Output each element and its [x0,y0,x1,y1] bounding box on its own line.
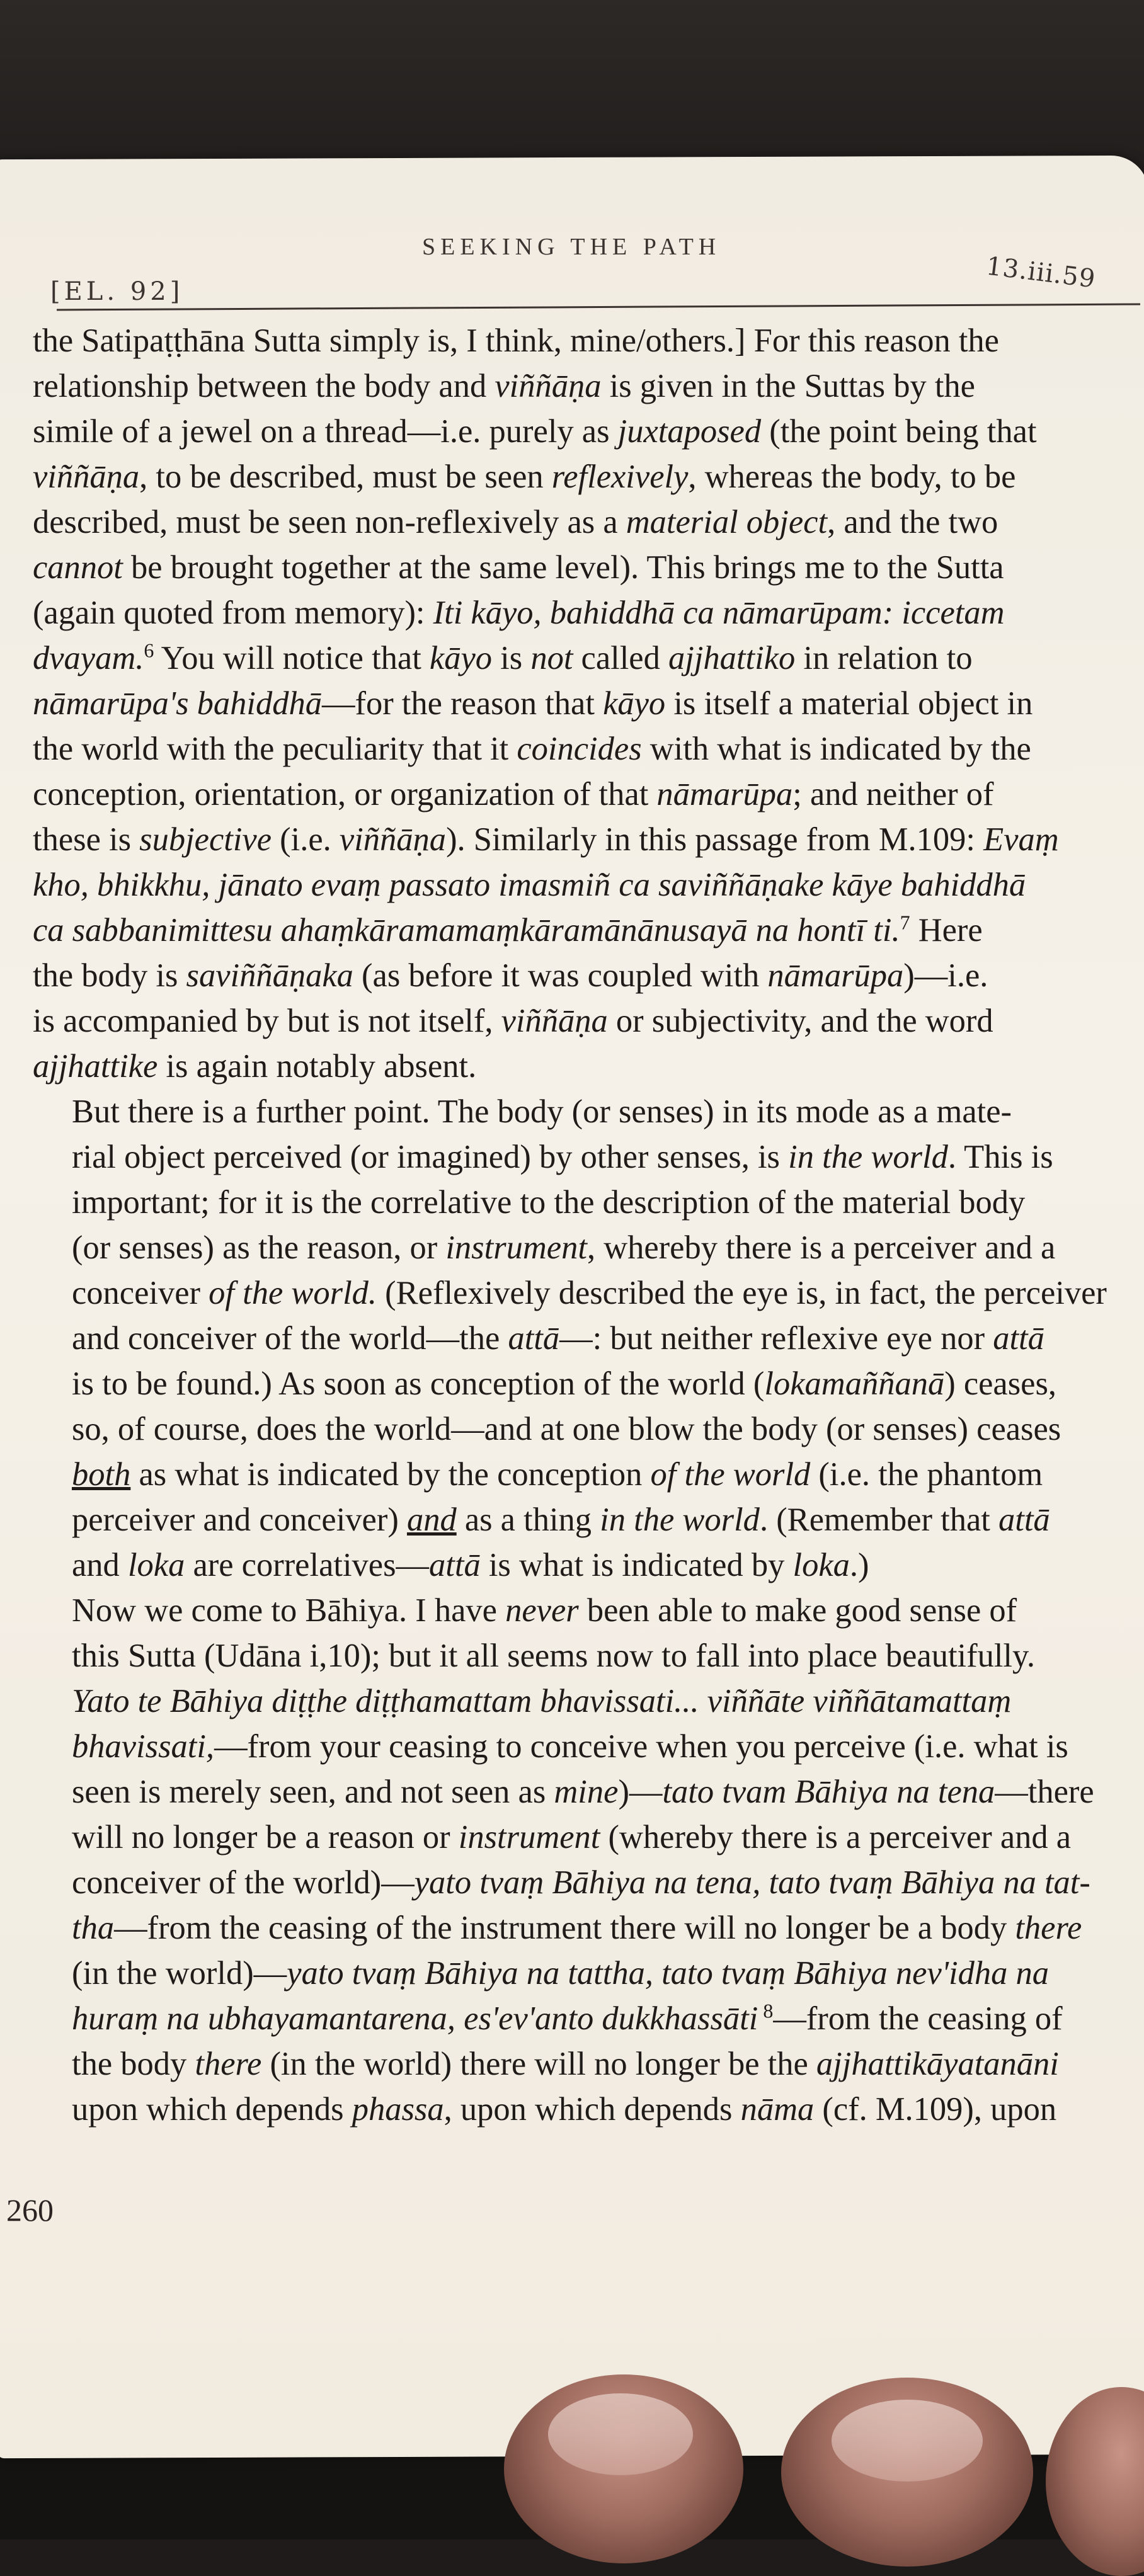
text-segment: are correlatives— [185,1547,430,1583]
text-segment: You will notice that [154,640,430,676]
text-line [33,1089,1144,1134]
text-segment: ; and neither of [792,776,994,812]
text-line [33,1542,1144,1588]
text-segment: instrument [458,1819,600,1855]
text-segment: so, of course, does the world—and at one blow the body (or senses) ceases [72,1411,1061,1447]
text-segment: juxtaposed [617,413,762,450]
text-segment: (again quoted from memory): [33,595,433,631]
text-line [33,1452,1144,1497]
text-segment: in the world [600,1502,760,1538]
text-line [33,681,1144,726]
text-line [33,1497,1144,1542]
text-segment: the body [72,2046,195,2082]
text-line [33,1134,1144,1180]
text-line [33,409,1144,454]
text-segment: viññāṇa [501,1003,608,1039]
text-segment: nāmarūpa's bahiddhā [33,685,322,722]
text-segment: viññāṇa [339,821,447,858]
text-segment: called [573,640,668,676]
text-segment: tha [72,1910,115,1946]
text-segment: , whereby there is a perceiver and a [586,1229,1056,1266]
text-segment: is given in the Suttas by the [601,368,975,404]
text-segment: this Sutta (Udāna i,10); but it all seems now to fall into place beautifully. [72,1638,1035,1674]
text-line [33,998,1144,1044]
text-line [33,1860,1144,1905]
text-segment: tato tvam Bāhiya na tena [662,1774,995,1810]
text-segment: ) ceases, [944,1365,1057,1402]
text-segment: of the world. [209,1275,377,1311]
text-segment: is what is indicated by [480,1547,793,1583]
text-segment: is [492,640,531,676]
text-line [33,2041,1144,2087]
text-line [33,908,1144,953]
text-segment: instrument [445,1229,587,1266]
text-segment: mine [554,1774,619,1810]
text-segment: attā [998,1502,1050,1538]
text-segment: be brought together at the same level). This brings me to the Sutta [122,549,1004,586]
thumbnail-left [548,2393,693,2475]
text-line [33,590,1144,635]
text-segment: is to be found.) As soon as conception of the world ( [72,1365,765,1402]
text-line [33,454,1144,499]
text-segment: there [195,2046,262,2082]
text-segment: ajjhattiko [668,640,796,676]
text-segment: )— [618,1774,663,1810]
text-segment: viññāṇa [33,459,140,495]
text-segment: (cf. M.109), upon [814,2091,1057,2128]
text-segment: relationship between the body and [33,368,495,404]
text-segment: —: but neither reflexive eye nor [559,1320,993,1357]
text-segment: as what is indicated by the conception [130,1456,651,1493]
text-segment: the body is [33,957,186,994]
text-segment: reflexively [551,459,689,495]
text-segment: —from the ceasing of [773,2000,1063,2037]
text-line [33,1270,1144,1316]
text-segment: attā [993,1320,1044,1357]
text-segment: (the point being that [761,413,1037,450]
text-segment: described, must be seen non-reflexively as a [33,504,626,540]
text-segment: kāyo [603,685,666,722]
header-letter-reference: [EL. 92] [50,277,184,306]
text-segment: is itself a material object in [665,685,1033,722]
text-line [33,1588,1144,1633]
text-segment: yato tvaṃ Bāhiya na tena, tato tvaṃ Bāhiya na tat- [414,1864,1090,1901]
text-line [33,1996,1144,2041]
text-segment: subjective [139,821,272,858]
text-segment: ca sabbanimittesu ahaṃkāramamaṃkāramānānusayā na hontī ti. [33,912,900,949]
text-line [33,1361,1144,1406]
text-segment: —from the ceasing of the instrument there will no longer be a body [114,1910,1015,1946]
text-segment: , upon which depends [443,2091,741,2128]
text-segment: (in the world)— [72,1955,287,1992]
text-line [33,1815,1144,1860]
text-segment: or subjectivity, and the word [607,1003,993,1039]
text-segment: Now we come to Bāhiya. I have [72,1592,506,1629]
text-line [33,1724,1144,1769]
text-segment: upon which depends [72,2091,352,2128]
page-number: 260 [6,2192,54,2228]
text-line [33,1225,1144,1270]
text-segment: bhavissati, [72,1728,215,1765]
text-line [33,1406,1144,1452]
text-line [33,772,1144,817]
text-segment: . This is [947,1139,1053,1175]
text-segment: conceiver of the world)— [72,1864,415,1901]
text-segment: these is [33,821,140,858]
text-segment: But there is a further point. The body (or senses) in its mode as a mate- [72,1093,1012,1130]
text-segment: —from your ceasing to conceive when you perceive (i.e. what is [214,1728,1068,1765]
text-segment: , and the two [827,504,998,540]
text-segment: , to be described, must be seen [139,459,552,495]
text-segment: (i.e. [272,821,340,858]
text-segment: in the world [788,1139,948,1175]
text-segment: in relation to [795,640,973,676]
text-line [33,1633,1144,1678]
text-segment: ajjhattike [33,1048,158,1085]
text-segment: (or senses) as the reason, or [72,1229,446,1266]
text-segment: loka [792,1547,850,1583]
text-segment: cannot [33,549,123,586]
text-segment: simile of a jewel on a thread—i.e. purely as [33,413,618,450]
text-line [33,1180,1144,1225]
text-segment: Iti kāyo, bahiddhā ca nāmarūpam: iccetam [433,595,1005,631]
text-line [33,862,1144,908]
text-segment: —there [995,1774,1094,1810]
text-segment: will no longer be a reason or [72,1819,459,1855]
text-segment: huraṃ na ubhayamantarena, es'ev'anto dukkhassāti [72,2000,758,2037]
text-segment: (in the world) there will no longer be the [261,2046,816,2082]
footnote-marker: 6 [144,639,154,662]
text-segment: with what is indicated by the [641,731,1031,767]
text-line [33,635,1144,681]
text-segment: rial object perceived (or imagined) by other senses, is [72,1139,789,1175]
text-segment: nāmarūpa [656,776,793,812]
text-segment: )—i.e. [903,957,988,994]
text-line [33,363,1144,409]
text-line [33,1769,1144,1815]
text-segment: , whereas the body, to be [688,459,1016,495]
text-segment: been able to make good sense of [578,1592,1017,1629]
text-line [33,1905,1144,1951]
header-date: 13.iii.59 [985,251,1098,294]
header-title: SEEKING THE PATH [422,234,721,260]
text-segment: attā [429,1547,481,1583]
footnote-marker: 7 [900,911,910,934]
text-segment: kāyo [429,640,493,676]
text-line [33,1316,1144,1361]
body-text [33,318,1144,2132]
paragraph-2 [33,1089,1144,1588]
text-segment: important; for it is the correlative to the description of the material body [72,1184,1026,1221]
text-segment: kho, bhikkhu, jānato evaṃ passato imasmiñ ca saviññāṇake kāye bahiddhā [33,867,1026,903]
text-segment: Evaṃ [983,821,1059,858]
text-line [33,1678,1144,1724]
text-segment: there [1015,1910,1082,1946]
text-segment: (Reflexively described the eye is, in fact, the perceiver [377,1275,1107,1311]
text-segment: and [72,1547,128,1583]
text-segment: the world with the peculiarity that it [33,731,517,767]
text-segment: attā [508,1320,560,1357]
text-line [33,545,1144,590]
text-segment: nāma [740,2091,815,2128]
text-segment: is again notably absent. [157,1048,477,1085]
text-segment: phassa [352,2091,444,2128]
text-segment: Here [910,912,983,949]
text-segment: coincides [517,731,642,767]
text-segment: of the world [650,1456,811,1493]
text-line [33,2087,1144,2132]
text-line [33,817,1144,862]
text-segment: perceiver and conceiver) [72,1502,407,1538]
text-segment: ). Similarly in this passage from M.109: [446,821,984,858]
text-segment: . (Remember that [759,1502,998,1538]
text-line [33,953,1144,998]
text-line [33,499,1144,545]
text-segment: nāmarūpa [767,957,904,994]
text-segment: saviññāṇaka [186,957,353,994]
text-segment: as a thing [456,1502,600,1538]
text-line [33,318,1144,363]
text-segment: the Satipaṭṭhāna Sutta simply is, I think, mine/others.] For this reason the [33,322,999,359]
text-segment: conception, orientation, or organization of that [33,776,657,812]
text-line [33,726,1144,772]
text-segment: lokamaññanā [764,1365,945,1402]
text-segment: both [72,1456,131,1493]
text-segment: conceiver [72,1275,209,1311]
text-segment: (whereby there is a perceiver and a [600,1819,1072,1855]
text-segment: seen is merely seen, and not seen as [72,1774,554,1810]
header-rule [57,303,1140,311]
running-header [44,233,1115,315]
text-segment: (as before it was coupled with [353,957,768,994]
text-segment: dvayam. [33,640,144,676]
paragraph-1 [33,318,1144,1089]
text-segment: yato tvaṃ Bāhiya na tattha, tato tvaṃ Bāhiya nev'idha na [287,1955,1049,1992]
text-segment: (i.e. the phantom [810,1456,1043,1493]
text-line [33,1044,1144,1089]
text-segment: —for the reason that [321,685,603,722]
text-segment: never [505,1592,579,1629]
text-segment: loka [127,1547,185,1583]
text-segment: .) [849,1547,869,1583]
text-segment: Yato te Bāhiya diṭṭhe diṭṭhamattam bhavissati... viññāte viññātamattaṃ [72,1683,1012,1719]
text-segment: not [530,640,573,676]
text-segment: viññāṇa [495,368,602,404]
text-segment: and [406,1502,457,1538]
text-line [33,1951,1144,1996]
text-segment: and conceiver of the world—the [72,1320,508,1357]
thumbnail-middle [832,2400,983,2482]
footnote-marker: 8 [758,1999,774,2022]
text-segment: ajjhattikāyatanāni [816,2046,1059,2082]
text-segment: is accompanied by but is not itself, [33,1003,501,1039]
paragraph-3 [33,1588,1144,2132]
text-segment: material object [626,504,828,540]
